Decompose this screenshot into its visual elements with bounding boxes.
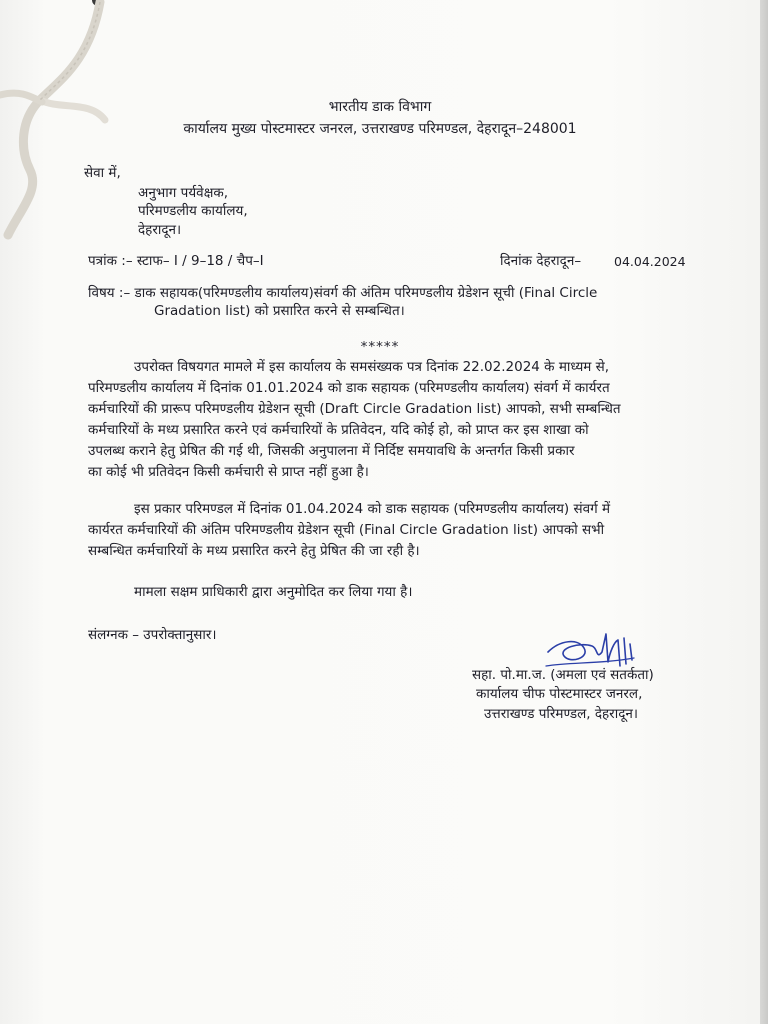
office-heading: कार्यालय मुख्य पोस्टमास्टर जनरल, उत्तराखण्ड परिमण्डल, देहरादून–248001 (183, 121, 577, 137)
paragraph-1-line: कर्मचारियों की प्रारूप परिमण्डलीय ग्रेडेशन सूची (Draft Circle Gradation list) आपको, सभी सम्बन्धित (88, 401, 621, 417)
letter-date: 04.04.2024 (614, 254, 686, 269)
date-label: दिनांक देहरादून– (500, 253, 582, 269)
paragraph-1-line: उपलब्ध कराने हेतु प्रेषित की गई थी, जिसकी अनुपालना में निर्दिष्ट समयावधि के अन्तर्गत किसी प्रकार (88, 443, 575, 459)
paragraph-2-line: सम्बन्धित कर्मचारियों के मध्य प्रसारित करने हेतु प्रेषित की जा रही है। (88, 543, 420, 559)
addressee-line2: परिमण्डलीय कार्यालय, (138, 203, 248, 219)
paragraph-2 (88, 499, 688, 562)
subject-line1: विषय :– डाक सहायक(परिमण्डलीय कार्यालय)संवर्ग की अंतिम परिमण्डलीय ग्रेडेशन सूची (Final Circle (88, 285, 598, 301)
addressee-line1: अनुभाग पर्यवेक्षक, (138, 185, 229, 201)
signatory-designation: सहा. पो.मा.ज. (अमला एवं सतर्कता) (472, 667, 654, 683)
reference-number: पत्रांक :– स्टाफ– I / 9–18 / चैप–I (88, 253, 264, 269)
paragraph-2-line: कार्यरत कर्मचारियों की अंतिम परिमण्डलीय ग्रेडेशन सूची (Final Circle Gradation list) आपको सभी (88, 522, 605, 538)
paragraph-3: मामला सक्षम प्राधिकारी द्वारा अनुमोदित कर लिया गया है। (134, 584, 413, 600)
separator: ***** (360, 339, 400, 355)
department-heading: भारतीय डाक विभाग (328, 99, 432, 115)
paragraph-1-line: का कोई भी प्रतिवेदन किसी कर्मचारी से प्राप्त नहीं हुआ है। (88, 464, 369, 480)
paragraph-1-line: उपरोक्त विषयगत मामले में इस कार्यालय के समसंख्यक पत्र दिनांक 22.02.2024 के माध्यम से, (134, 359, 610, 375)
paragraph-1-line: परिमण्डलीय कार्यालय में दिनांक 01.01.2024 को डाक सहायक (परिमण्डलीय कार्यालय) संवर्ग में कार्यरत (88, 380, 610, 396)
enclosure-note: संलग्नक – उपरोक्तानुसार। (88, 627, 217, 643)
paragraph-2-line: इस प्रकार परिमण्डल में दिनांक 01.04.2024 को डाक सहायक (परिमण्डलीय कार्यालय) संवर्ग में (134, 501, 611, 517)
paragraph-1 (88, 357, 688, 483)
addressee-line3: देहरादून। (138, 222, 182, 238)
handwritten-signature (540, 622, 640, 672)
subject-line2: Gradation list) को प्रसारित करने से सम्बन्धित। (154, 303, 405, 319)
paragraph-1-line: कर्मचारियों के मध्य प्रसारित करने एवं कर्मचारियों के प्रतिवेदन, यदि कोई हो, को प्राप्त कर इस शाखा को (88, 422, 589, 438)
salutation: सेवा में, (84, 165, 121, 181)
page-edge (760, 0, 768, 1024)
signatory-circle: उत्तराखण्ड परिमण्डल, देहरादून। (484, 706, 638, 722)
signatory-office: कार्यालय चीफ पोस्टमास्टर जनरल, (476, 686, 643, 702)
